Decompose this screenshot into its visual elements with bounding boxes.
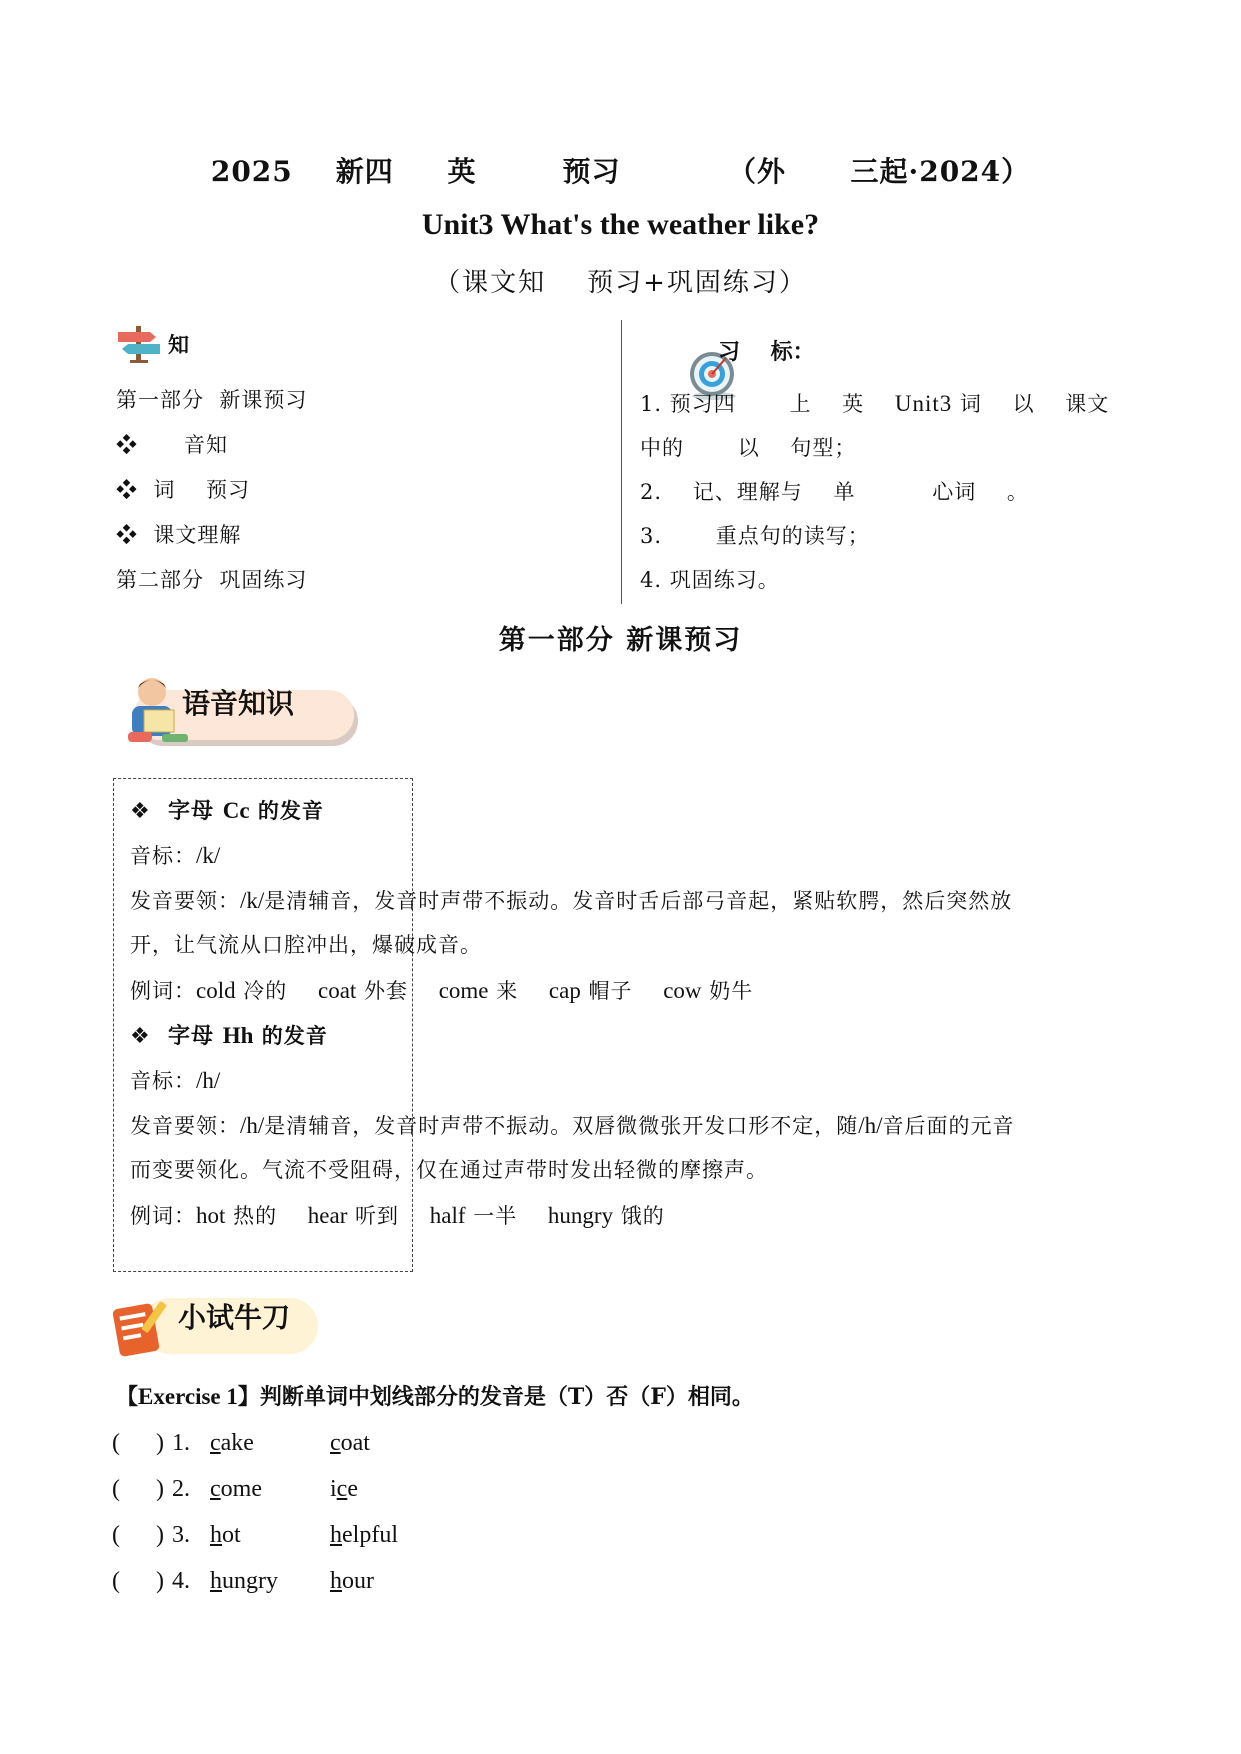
hh-tip-line-1: 发音要领：/h/是清辅音，发音时声带不振动。双唇微微张开发口形不定，随/h/音后面的元音	[130, 1113, 1015, 1138]
word-1: come	[210, 1476, 262, 1502]
word-2: helpful	[330, 1522, 398, 1548]
goal-line-1: 1. 预习四 上 英 Unit3 词 以 课文	[640, 391, 1110, 416]
toc-heading-text: 知	[168, 332, 189, 357]
goals-heading-text: 习 标：	[718, 338, 815, 365]
cc-tip-line-2: 开，让气流从口腔冲出，爆破成音。	[130, 933, 482, 957]
goals-heading	[640, 322, 1140, 378]
word-2: ice	[330, 1476, 358, 1502]
phonics-content	[130, 788, 1150, 1238]
word-1: cake	[210, 1430, 254, 1456]
exercise-list	[112, 1420, 712, 1604]
exercise-row: ( ) 1. cake coat	[112, 1420, 712, 1466]
unit-title: Unit3 What's the weather like?	[421, 208, 820, 241]
word-1: hungry	[210, 1568, 278, 1594]
answer-blank[interactable]: ( )	[112, 1568, 164, 1594]
word-1: hot	[210, 1522, 241, 1548]
goal-line-5: 4. 巩固练习。	[640, 568, 780, 592]
goal-line-3: 2. 记、理解与 单 心词 。	[640, 480, 1029, 504]
word-2: coat	[330, 1430, 370, 1456]
exercise-row: ( ) 4. hungry hour	[112, 1558, 712, 1604]
cc-examples: 例词：cold 冷的 coat 外套 come 来 cap 帽子 cow 奶牛	[130, 978, 754, 1003]
doc-title: 2025 新四 英 预习 （外 三起·2024）	[210, 155, 1031, 188]
exercise-banner-text: 小试牛刀	[178, 1301, 291, 1334]
exercise-title: 【Exercise 1】判断单词中划线部分的发音是（T）否（F）相同。	[116, 1384, 754, 1410]
toc-item-1: 第一部分 新课预习	[116, 388, 308, 412]
toc-item-5: 第二部分 巩固练习	[116, 568, 308, 592]
column-divider	[621, 320, 622, 604]
phonics-banner	[114, 670, 364, 752]
cc-heading: ❖ 字母 Cc 的发音	[130, 798, 324, 824]
toc-heading	[116, 322, 596, 366]
toc-item-4: ❖ 课文理解	[116, 523, 242, 547]
target-icon	[640, 324, 696, 376]
answer-blank[interactable]: ( )	[112, 1476, 164, 1502]
signpost-icon	[116, 324, 164, 364]
toc-item-2: ❖ 音知	[116, 433, 229, 457]
exercise-banner	[112, 1292, 322, 1362]
hh-heading: ❖ 字母 Hh 的发音	[130, 1023, 328, 1049]
hh-symbol: 音标：/h/	[130, 1068, 221, 1093]
goals-panel	[640, 322, 1140, 602]
exercise-row: ( ) 2. come ice	[112, 1466, 712, 1512]
goal-line-4: 3. 重点句的读写；	[640, 524, 870, 548]
toc-item-3: ❖ 词 预习	[116, 478, 251, 502]
doc-subtitle: （课文知 预习+巩固练习）	[434, 268, 807, 298]
phonics-banner-text: 语音知识	[182, 687, 295, 720]
answer-blank[interactable]: ( )	[112, 1522, 164, 1548]
cc-symbol: 音标：/k/	[130, 843, 221, 868]
answer-blank[interactable]: ( )	[112, 1430, 164, 1456]
section-title: 第一部分 新课预习	[498, 625, 743, 656]
cc-tip-line-1: 发音要领：/k/是清辅音，发音时声带不振动。发音时舌后部弓音起，紧贴软腭，然后突然放	[130, 888, 1013, 913]
toc-panel	[116, 322, 596, 603]
exercise-row: ( ) 3. hot helpful	[112, 1512, 712, 1558]
word-2: hour	[330, 1568, 374, 1594]
goal-line-2: 中的 以 句型；	[640, 436, 857, 460]
hh-examples: 例词：hot 热的 hear 听到 half 一半 hungry 饿的	[130, 1203, 665, 1228]
hh-tip-line-2: 而变要领化。气流不受阻碍，仅在通过声带时发出轻微的摩擦声。	[130, 1158, 768, 1182]
